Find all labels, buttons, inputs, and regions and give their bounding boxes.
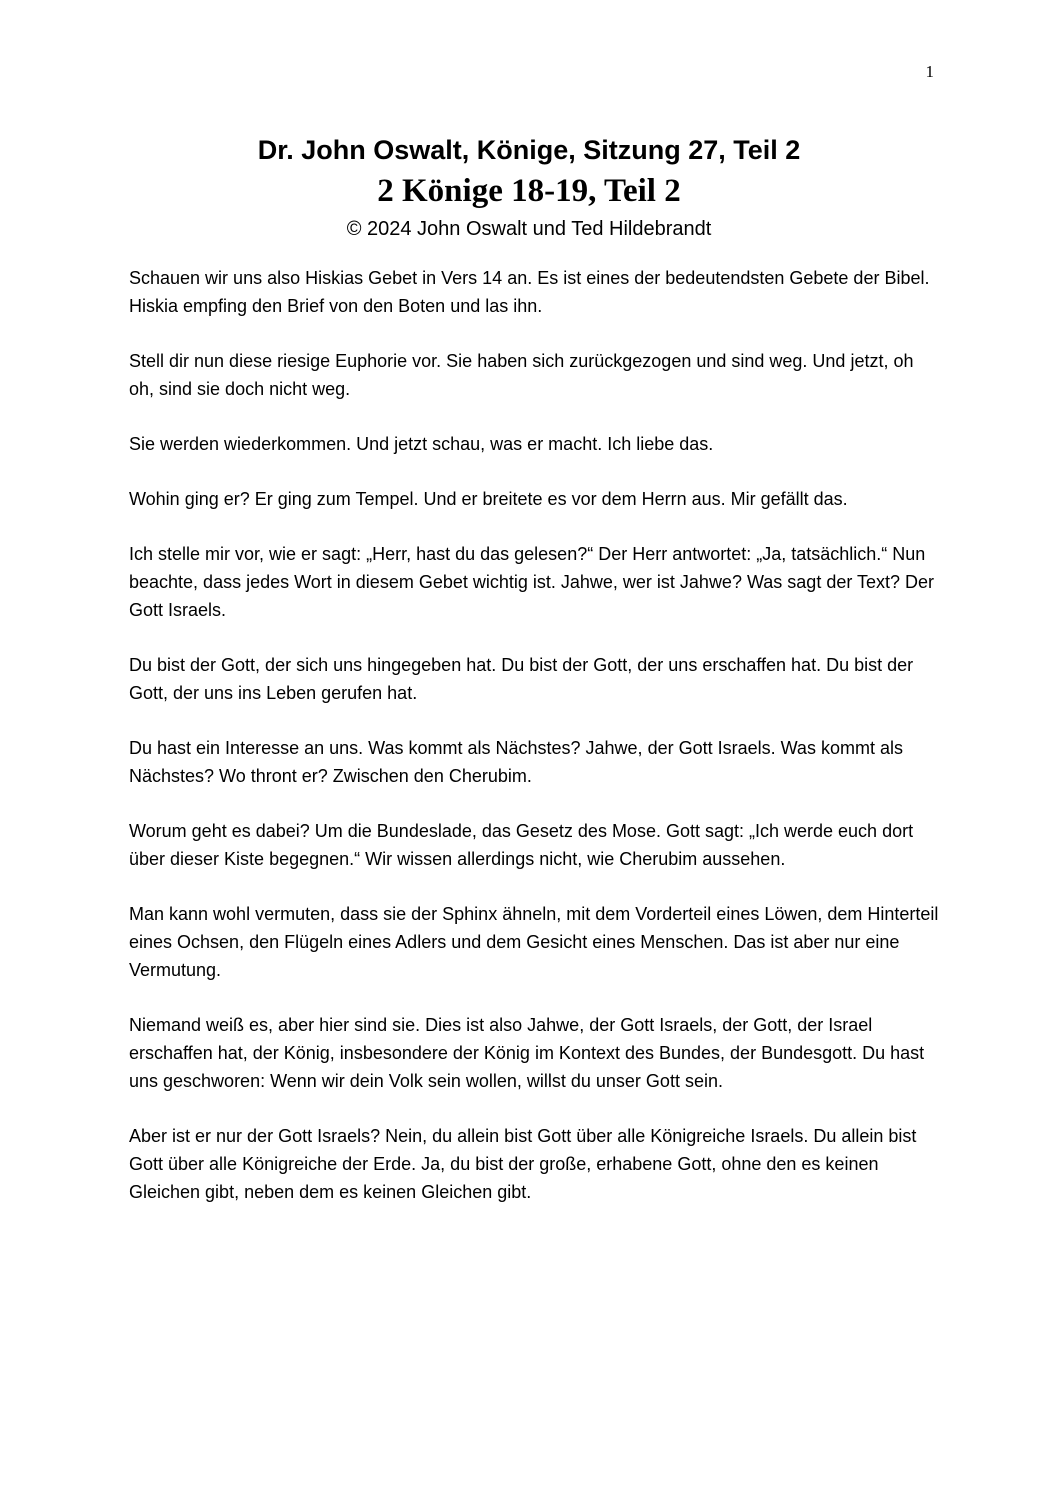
paragraph: Ich stelle mir vor, wie er sagt: „Herr, hast du das gelesen?“ Der Herr antwortet: „Ja, tatsächlich.“ Nun beachte, dass jedes Wort in diesem Gebet wichtig ist. Jahwe, wer ist Jahwe? Was sagt der Text? Der Gott Israels. <box>129 544 935 620</box>
page-number: 1 <box>925 62 934 81</box>
paragraph: Du hast ein Interesse an uns. Was kommt als Nächstes? Jahwe, der Gott Israels. Was kommt als Nächstes? Wo thront er? Zwischen den Cherubim. <box>129 738 903 786</box>
copyright-line: © 2024 John Oswalt und Ted Hildebrandt <box>346 218 712 240</box>
document-title: Dr. John Oswalt, Könige, Sitzung 27, Teil 2 <box>257 135 801 165</box>
document-body <box>129 264 939 1233</box>
paragraph: Sie werden wiederkommen. Und jetzt schau, was er macht. Ich liebe das. <box>129 434 714 454</box>
paragraph: Niemand weiß es, aber hier sind sie. Dies ist also Jahwe, der Gott Israels, der Gott, der Israel erschaffen hat, der König, insbesondere der König im Kontext des Bundes, der Bundesgott. Du hast uns geschworen: Wenn wir dein Volk sein wollen, willst du unser Gott sein. <box>129 1015 925 1091</box>
paragraph: Man kann wohl vermuten, dass sie der Sphinx ähneln, mit dem Vorderteil eines Löwen, dem Hinterteil eines Ochsen, den Flügeln eines Adlers und dem Gesicht eines Menschen. Das ist aber nur eine Vermutung. <box>129 904 939 980</box>
paragraph: Stell dir nun diese riesige Euphorie vor. Sie haben sich zurückgezogen und sind weg. Und jetzt, oh oh, sind sie doch nicht weg. <box>129 351 914 399</box>
paragraph: Aber ist er nur der Gott Israels? Nein, du allein bist Gott über alle Königreiche Israels. Du allein bist Gott über alle Königreiche der Erde. Ja, du bist der große, erhabene Gott, ohne den es keinen Gleichen gibt, neben dem es keinen Gleichen gibt. <box>129 1126 917 1202</box>
document-subtitle: 2 Könige 18-19, Teil 2 <box>377 173 681 209</box>
paragraph: Worum geht es dabei? Um die Bundeslade, das Gesetz des Mose. Gott sagt: „Ich werde euch dort über dieser Kiste begegnen.“ Wir wissen allerdings nicht, wie Cherubim aussehen. <box>129 821 914 869</box>
paragraph: Wohin ging er? Er ging zum Tempel. Und er breitete es vor dem Herrn aus. Mir gefällt das. <box>129 489 848 509</box>
paragraph: Du bist der Gott, der sich uns hingegeben hat. Du bist der Gott, der uns erschaffen hat. Du bist der Gott, der uns ins Leben gerufen hat. <box>129 655 914 703</box>
paragraph: Schauen wir uns also Hiskias Gebet in Vers 14 an. Es ist eines der bedeutendsten Gebete der Bibel. Hiskia empfing den Brief von den Boten und las ihn. <box>129 268 930 316</box>
